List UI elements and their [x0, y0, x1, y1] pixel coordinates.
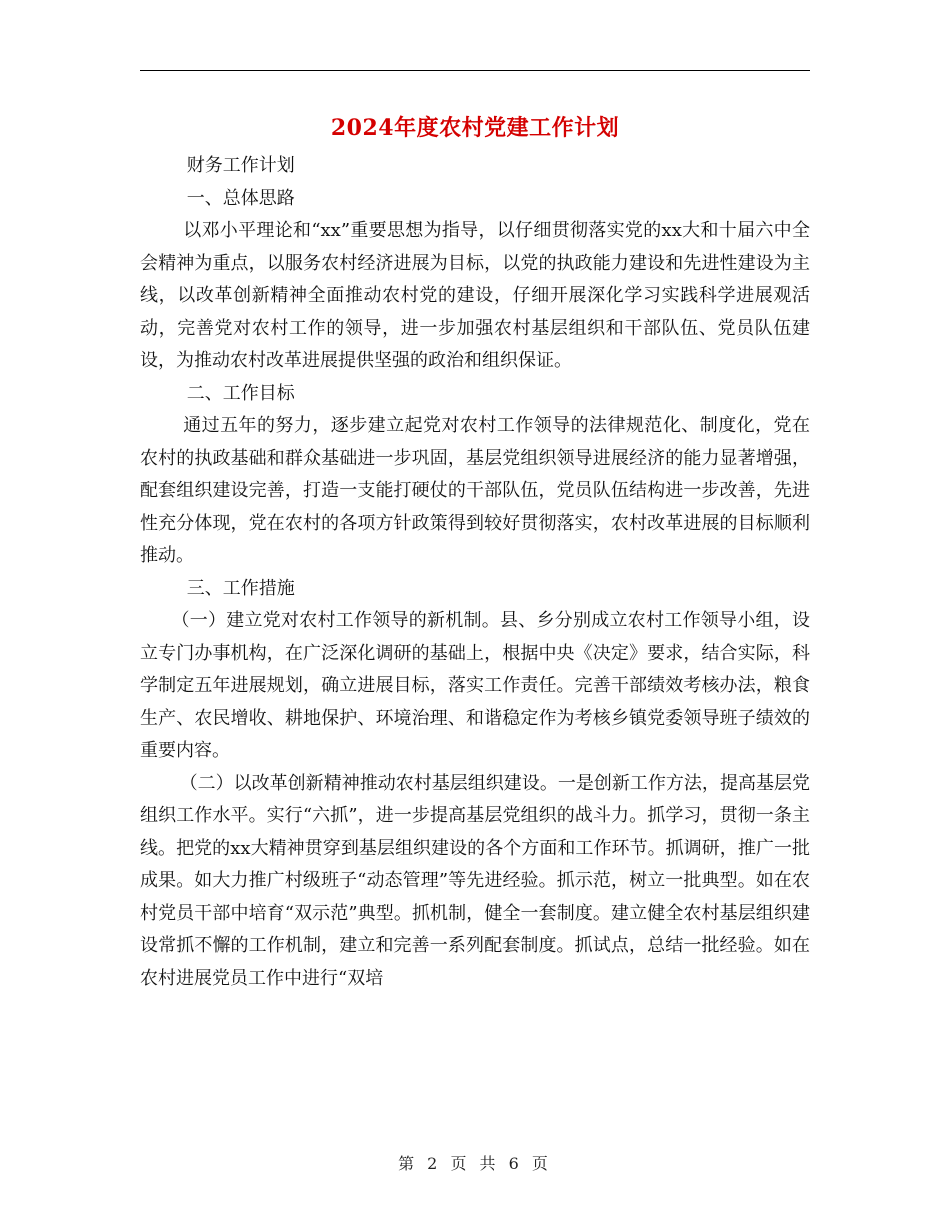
- section-heading-2: 二、工作目标: [186, 382, 295, 404]
- document-title: 2024年度农村党建工作计划: [330, 115, 620, 141]
- page-number-footer: 第 2 页 共 6 页: [398, 1154, 552, 1173]
- header-rule: [140, 70, 810, 71]
- section-heading-1: 一、总体思路: [186, 187, 295, 209]
- section-label: 财务工作计划: [186, 155, 295, 176]
- paragraph-work-goals: 通过五年的努力，逐步建立起党对农村工作领导的法律规范化、制度化，党在农村的执政基础和群众基础进一步巩固，基层党组织领导进展经济的能力显著增强，配套组织建设完善，打造一支能打硬仗的干部队伍，党员队伍结构进一步改善，先进性充分体现，党在农村的各项方针政策得到较好贯彻落实，农村改革进展的目标顺利推动。: [140, 415, 810, 566]
- paragraph-measure-2: （二）以改革创新精神推动农村基层组织建设。一是创新工作方法，提高基层党组织工作水平。实行“六抓”，进一步提高基层党组织的战斗力。抓学习，贯彻一条主线。把党的xx大精神贯穿到基层组织建设的各个方面和工作环节。抓调研，推广一批成果。如大力推广村级班子“动态管理”等先进经验。抓示范，树立一批典型。如在农村党员干部中培育“双示范”典型。抓机制，健全一套制度。建立健全农村基层组织建设常抓不懈的工作机制，建立和完善一系列配套制度。抓试点，总结一批经验。如在农村进展党员工作中进行“双培: [140, 772, 810, 989]
- paragraph-measure-1: （一）建立党对农村工作领导的新机制。县、乡分别成立农村工作领导小组，设立专门办事机构，在广泛深化调研的基础上，根据中央《决定》要求，结合实际，科学制定五年进展规划，确立进展目标，落实工作责任。完善干部绩效考核办法，粮食生产、农民增收、耕地保护、环境治理、和谐稳定作为考核乡镇党委领导班子绩效的重要内容。: [140, 610, 810, 761]
- document-body: [140, 150, 810, 995]
- paragraph-overall-approach: 以邓小平理论和“xx”重要思想为指导，以仔细贯彻落实党的xx大和十届六中全会精神为重点，以服务农村经济进展为目标，以党的执政能力建设和先进性建设为主线，以改革创新精神全面推动农村党的建设，仔细开展深化学习实践科学进展观活动，完善党对农村工作的领导，进一步加强农村基层组织和干部队伍、党员队伍建设，为推动农村改革进展提供坚强的政治和组织保证。: [140, 220, 810, 371]
- section-heading-3: 三、工作措施: [186, 577, 295, 599]
